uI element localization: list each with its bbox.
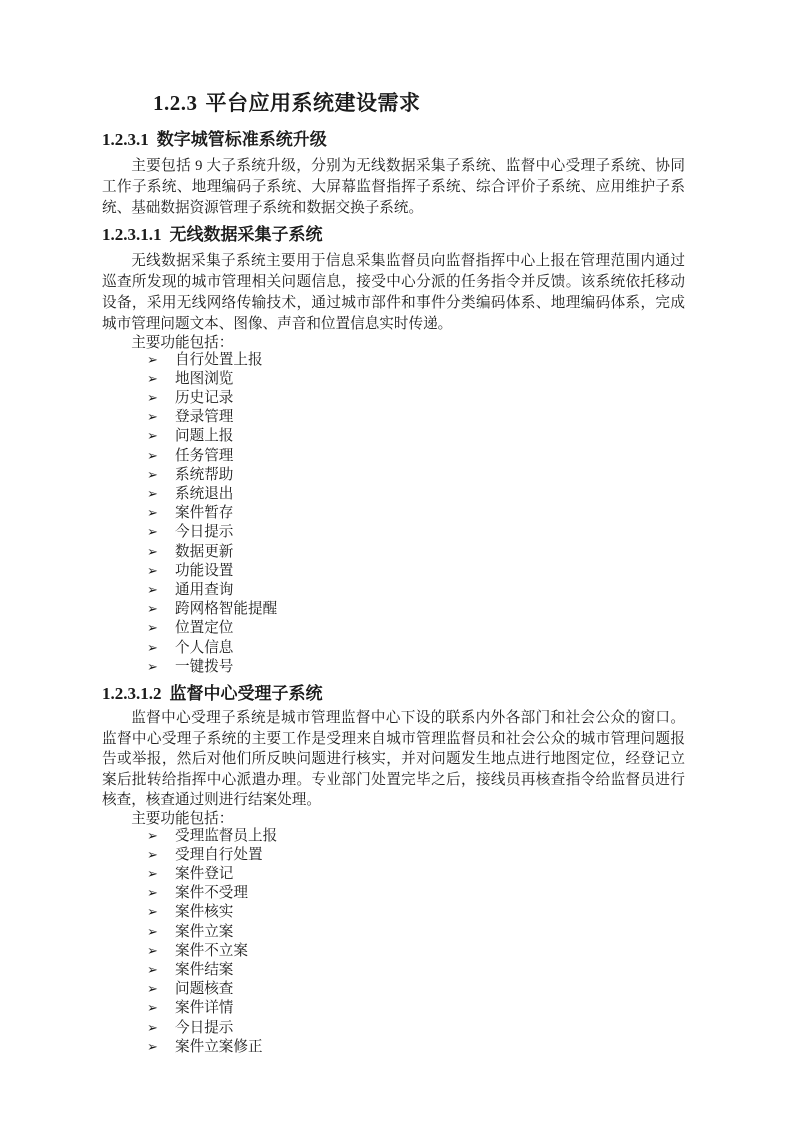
list-item-text: 个人信息 <box>175 639 234 656</box>
list-item-text: 今日提示 <box>175 524 234 541</box>
list-item <box>102 923 685 942</box>
arrow-bullet-icon: ➢ <box>147 924 158 940</box>
arrow-bullet-icon: ➢ <box>147 905 158 921</box>
list-item <box>102 466 685 485</box>
list-item-text: 案件不受理 <box>175 885 248 902</box>
arrow-bullet-icon: ➢ <box>147 352 158 368</box>
list-item-text: 受理监督员上报 <box>175 827 278 844</box>
arrow-bullet-icon: ➢ <box>147 583 158 599</box>
list-item-text: 跨网格智能提醒 <box>175 601 278 618</box>
arrow-bullet-icon: ➢ <box>147 544 158 560</box>
list-item <box>102 504 685 523</box>
list-item <box>102 1038 685 1057</box>
list-item <box>102 639 685 658</box>
heading-number: 1.2.3.1.1 <box>102 225 162 245</box>
list-item <box>102 447 685 466</box>
list-item-text: 案件核实 <box>175 904 234 921</box>
list-item <box>102 942 685 961</box>
list-item <box>102 370 685 389</box>
list-item <box>102 980 685 999</box>
list-item <box>102 999 685 1018</box>
list-item-text: 案件立案修正 <box>175 1038 263 1055</box>
heading-number: 1.2.3.1.2 <box>102 684 162 704</box>
list-item <box>102 600 685 619</box>
list-item <box>102 581 685 600</box>
list-item-text: 自行处置上报 <box>175 351 263 368</box>
heading-title: 数字城管标准系统升级 <box>156 130 327 149</box>
label-main-functions: 主要功能包括： <box>131 810 234 827</box>
list-item-text: 历史记录 <box>175 389 234 406</box>
arrow-bullet-icon: ➢ <box>147 448 158 464</box>
arrow-bullet-icon: ➢ <box>147 1039 158 1055</box>
list-item-text: 今日提示 <box>175 1019 234 1036</box>
list-item-text: 案件不立案 <box>175 942 248 959</box>
heading-supervision-center-acceptance <box>102 683 685 704</box>
arrow-bullet-icon: ➢ <box>147 943 158 959</box>
heading-digital-city-mgmt-upgrade <box>102 129 685 150</box>
paragraph-acceptance-description: 监督中心受理子系统是城市管理监督中心下设的联系内外各部门和社会公众的窗口。监督中心受理子系统的主要工作是受理来自城市管理监督员和社会公众的城市管理问题报告或举报，然后对他们所反映问题进行核实，并对问题发生地点进行地图定位，经登记立案后批转给指挥中心派遣办理。专业部门处置完毕之后，接线员再核查指令给监督员进行核查，核查通过则进行结案处理。 <box>102 710 685 809</box>
list-item-text: 案件详情 <box>175 1000 234 1017</box>
list-item <box>102 827 685 846</box>
feature-list-acceptance <box>102 827 685 1057</box>
list-item <box>102 961 685 980</box>
heading-platform-application-systems <box>153 90 685 116</box>
heading-number: 1.2.3.1 <box>102 130 149 149</box>
list-item-text: 功能设置 <box>175 562 234 579</box>
arrow-bullet-icon: ➢ <box>147 847 158 863</box>
arrow-bullet-icon: ➢ <box>147 410 158 426</box>
list-item-text: 系统退出 <box>175 486 234 502</box>
list-item <box>102 427 685 446</box>
arrow-bullet-icon: ➢ <box>147 429 158 445</box>
paragraph-subsystem-overview: 主要包括 9 大子系统升级，分别为无线数据采集子系统、监督中心受理子系统、协同工作子系统、地理编码子系统、大屏幕监督指挥子系统、综合评价子系统、应用维护子系统、基础数据资源管理子系统和数据交换子系统。 <box>102 158 685 216</box>
arrow-bullet-icon: ➢ <box>147 1020 158 1036</box>
list-item-text: 案件暂存 <box>175 505 234 522</box>
list-item <box>102 389 685 408</box>
feature-list-wireless <box>102 351 685 677</box>
list-item-text: 案件登记 <box>175 865 234 882</box>
heading-title: 平台应用系统建设需求 <box>205 91 421 115</box>
list-item-text: 位置定位 <box>175 620 234 637</box>
list-item <box>102 562 685 581</box>
list-item-text: 一键拨号 <box>175 658 234 675</box>
arrow-bullet-icon: ➢ <box>147 962 158 978</box>
arrow-bullet-icon: ➢ <box>147 487 158 502</box>
arrow-bullet-icon: ➢ <box>147 1001 158 1017</box>
arrow-bullet-icon: ➢ <box>147 563 158 579</box>
arrow-bullet-icon: ➢ <box>147 371 158 387</box>
list-item <box>102 485 685 504</box>
arrow-bullet-icon: ➢ <box>147 866 158 882</box>
arrow-bullet-icon: ➢ <box>147 659 158 675</box>
list-item <box>102 351 685 370</box>
list-item-text: 案件立案 <box>175 923 234 940</box>
arrow-bullet-icon: ➢ <box>147 525 158 541</box>
heading-title: 监督中心受理子系统 <box>169 684 323 704</box>
list-item <box>102 865 685 884</box>
arrow-bullet-icon: ➢ <box>147 390 158 406</box>
list-item-text: 通用查询 <box>175 582 234 599</box>
arrow-bullet-icon: ➢ <box>147 506 158 522</box>
heading-number: 1.2.3 <box>153 91 198 115</box>
list-item <box>102 619 685 638</box>
list-item-text: 登录管理 <box>175 409 234 426</box>
arrow-bullet-icon: ➢ <box>147 467 158 483</box>
list-item-text: 任务管理 <box>175 447 234 464</box>
list-item <box>102 846 685 865</box>
list-item-text: 问题核查 <box>175 981 234 998</box>
label-main-functions: 主要功能包括： <box>131 334 234 351</box>
arrow-bullet-icon: ➢ <box>147 982 158 998</box>
list-item <box>102 408 685 427</box>
heading-title: 无线数据采集子系统 <box>169 225 323 245</box>
paragraph-wireless-description: 无线数据采集子系统主要用于信息采集监督员向监督指挥中心上报在管理范围内通过巡查所发现的城市管理相关问题信息，接受中心分派的任务指令并反馈。该系统依托移动设备，采用无线网络传输技术，通过城市部件和事件分类编码体系、地理编码体系，完成城市管理问题文本、图像、声音和位置信息实时传递。 <box>102 253 685 332</box>
list-item <box>102 1019 685 1038</box>
list-item-text: 问题上报 <box>175 428 234 445</box>
arrow-bullet-icon: ➢ <box>147 621 158 637</box>
list-item-text: 案件结案 <box>175 961 234 978</box>
arrow-bullet-icon: ➢ <box>147 828 158 844</box>
list-item <box>102 523 685 542</box>
list-item <box>102 884 685 903</box>
arrow-bullet-icon: ➢ <box>147 640 158 656</box>
list-item-text: 数据更新 <box>175 543 234 560</box>
list-item <box>102 543 685 562</box>
list-item-text: 系统帮助 <box>175 466 234 483</box>
arrow-bullet-icon: ➢ <box>147 886 158 902</box>
list-item <box>102 658 685 677</box>
heading-wireless-data-collection <box>102 224 685 245</box>
list-item-text: 受理自行处置 <box>175 846 263 863</box>
list-item <box>102 903 685 922</box>
list-item-text: 地图浏览 <box>175 370 234 387</box>
arrow-bullet-icon: ➢ <box>147 602 158 618</box>
